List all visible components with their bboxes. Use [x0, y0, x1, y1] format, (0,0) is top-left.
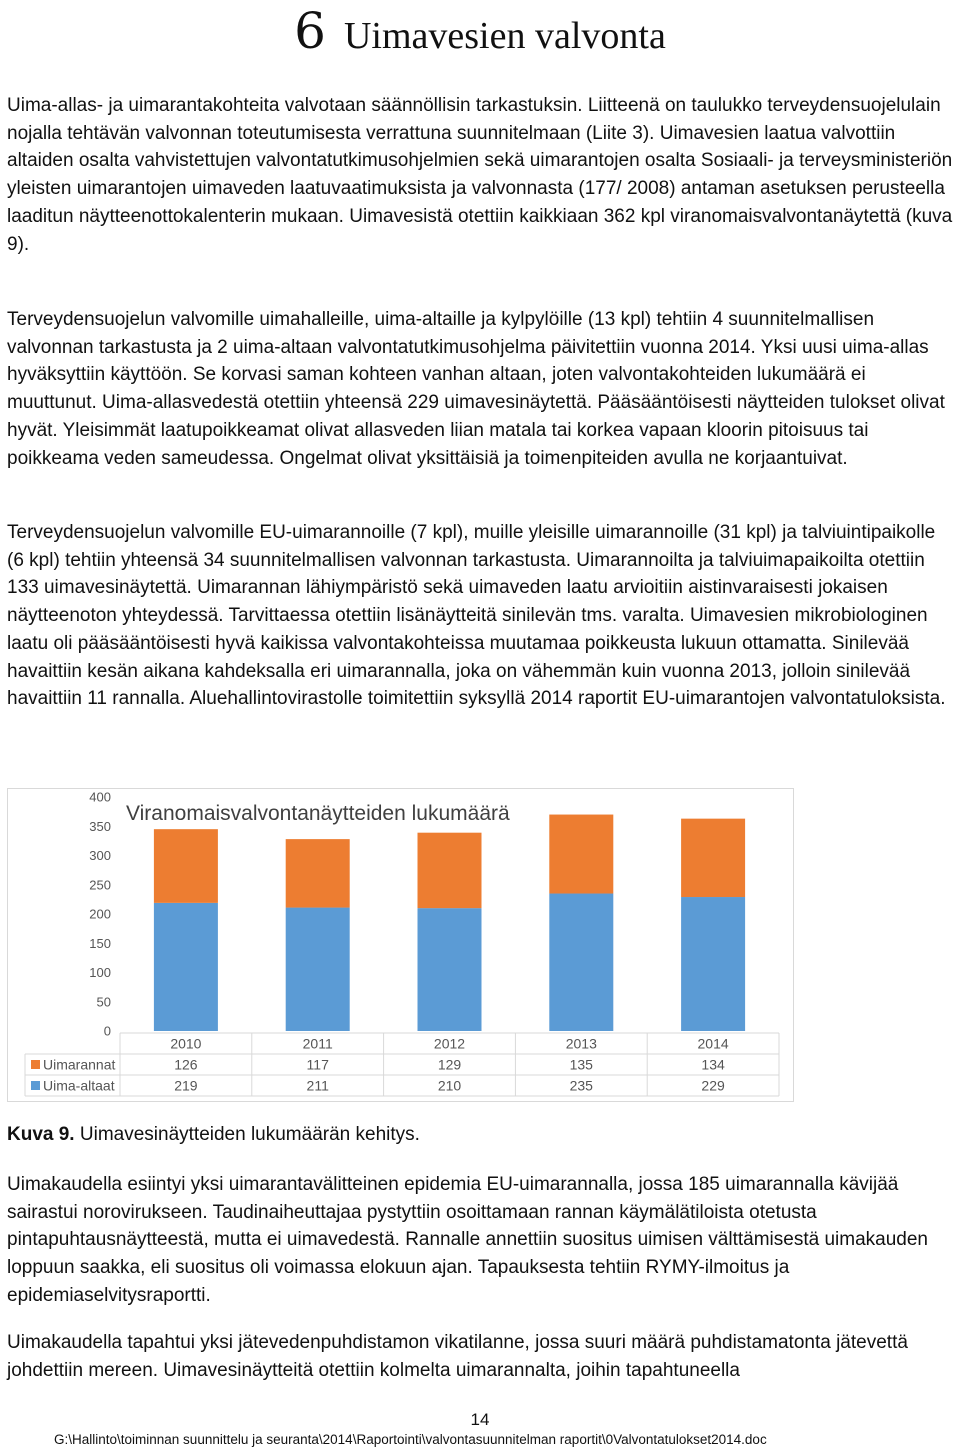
page-number: 14 [470, 1410, 490, 1429]
data-label-uima-altaat: 211 [306, 1077, 329, 1094]
data-label-uimarannat: 126 [174, 1056, 198, 1073]
footer-path: G:\Hallinto\toiminnan suunnittelu ja seuranta\2014\Raportointi\valvontasuunnitelman raportit\0Valvontatulokset2014.doc [54, 1432, 767, 1447]
y-tick-label: 50 [96, 994, 111, 1010]
data-label-uimarannat: 135 [569, 1056, 593, 1073]
figure-caption [7, 1124, 420, 1146]
y-tick-label: 350 [89, 818, 111, 834]
data-label-uima-altaat: 235 [569, 1077, 593, 1094]
section-heading [0, 2, 960, 60]
y-tick-label: 100 [89, 965, 111, 980]
y-tick-label: 0 [103, 1023, 111, 1039]
bar-uima-altaat [286, 908, 350, 1031]
bar-uima-altaat [418, 908, 482, 1031]
bar-uima-altaat [549, 894, 613, 1031]
paragraph-5: Uimakaudella tapahtui yksi jätevedenpuhdistamon vikatilanne, jossa suuri määrä puhdistamatonta jätevettä johdettiin mereen. Uimavesinäytteitä otettiin kolmelta uimarannalta, joihin tapahtuneella [7, 1332, 908, 1381]
data-label-uimarannat: 129 [437, 1056, 462, 1073]
category-label: 2012 [433, 1035, 466, 1052]
bar-uimarannat [549, 815, 613, 894]
data-label-uimarannat: 117 [306, 1056, 329, 1073]
caption-text: Uimavesinäytteiden lukumäärän kehitys. [74, 1124, 420, 1145]
legend-label-uima-altaat: Uima-altaat [43, 1077, 115, 1094]
legend-label-uimarannat: Uimarannat [43, 1056, 116, 1073]
paragraph-3: Terveydensuojelun valvomille EU-uimarannoille (7 kpl), muille yleisille uimarannoille (31 kpl) ja talviuintipaikolle (6 kpl) tehtiin yhteensä 34 suunnitelmallisen valvonnan tarkastusta. Uimarannoilta ja talviuimapaikoilta otettiin 133 uimavesinäytettä. Uimarannan lähiympäristö sekä uimaveden laatu arvioitiin aistinvaraisesti jokaisen näytteenoton yhteydessä. Tarvittaessa otettiin lisänäytteitä sinilevän tms. varalta. Uimavesien mikrobiologinen laatu oli pääsääntöisesti hyvä kaikissa valvontakohteissa muutamaa poikkeusta lukuun ottamatta. Sinilevää havaittiin kesän aikana kahdeksalla eri uimarannalla, joka on vähemmän kuin vuonna 2013, jolloin sinilevää havaittiin 11 rannalla. Aluehallintovirastolle toimitettiin syksyllä 2014 raportit EU-uimarantojen valvontatuloksista. [7, 522, 946, 710]
paragraph-1: Uima-allas- ja uimarantakohteita valvotaan säännöllisin tarkastuksin. Liitteenä on taulukko terveydensuojelulain nojalla tehtävän valvonnan toteutumisesta verrattuna suunnitelmaan (Liite 3). Uimavesien laatua valvottiin altaiden osalta vahvistettujen valvontatutkimusohjelmien sekä uimarantojen osalta Sosiaali- ja terveysministeriön yleisten uimarantojen uimaveden laatuvaatimuksista ja valvonnasta (177/ 2008) antaman asetuksen perusteella laaditun näytteenottokalenterin mukaan. Uimavesistä otettiin kaikkiaan 362 kpl viranomaisvalvontanäytettä (kuva 9). [7, 95, 953, 255]
category-label: 2014 [697, 1035, 729, 1052]
bar-uimarannat [154, 829, 218, 903]
legend-key-uima-altaat [31, 1081, 40, 1090]
y-tick-label: 200 [89, 906, 111, 922]
section-number: 6 [294, 2, 326, 60]
bar-uimarannat [418, 833, 482, 908]
chart-frame [8, 789, 794, 1102]
samples-chart [7, 788, 794, 1102]
data-label-uima-altaat: 219 [174, 1077, 198, 1094]
bar-uima-altaat [154, 903, 218, 1031]
chart-title: Viranomaisvalvontanäytteiden lukumäärä [126, 802, 510, 825]
bar-uimarannat [286, 839, 350, 907]
paragraph-2: Terveydensuojelun valvomille uimahalleille, uima-altaille ja kylpylöille (13 kpl) tehtiin 4 suunnitelmallisen valvonnan tarkastusta ja 2 uima-altaan valvontatutkimusohjelma päivitettiin vuonna 2014. Yksi uusi uima-allas hyväksyttiin käyttöön. Se korvasi saman kohteen vanhan altaan, joten valvontakohteiden lukumäärä ei muuttunut. Uima-allasvedestä otettiin yhteensä 229 uimavesinäytettä. Pääsääntöisesti näytteiden tulokset olivat hyvät. Yleisimmät laatupoikkeamat olivat allasveden liian matala tai korkea vapaan kloorin pitoisuus tai poikkeama veden sameudessa. Ongelmat olivat yksittäisiä ja toimenpiteiden avulla ne korjaantuivat. [7, 309, 945, 469]
y-tick-label: 150 [89, 935, 111, 951]
caption-label: Kuva 9. [7, 1124, 75, 1145]
category-label: 2013 [565, 1035, 597, 1052]
y-tick-label: 400 [89, 789, 111, 805]
category-label: 2011 [302, 1035, 333, 1052]
bar-uima-altaat [681, 897, 745, 1031]
bar-uimarannat [681, 819, 745, 897]
y-tick-label: 300 [89, 848, 111, 863]
category-label: 2010 [170, 1035, 202, 1052]
data-label-uima-altaat: 210 [437, 1077, 462, 1094]
paragraph-4: Uimakaudella esiintyi yksi uimarantavälitteinen epidemia EU-uimarannalla, jossa 185 uimarannalla kävijää sairastui norovirukseen. Taudinaiheuttajaa pystyttiin osoittamaan rannan käymälätiloista otetusta pintapuhtausnäytteestä, mutta ei uimavedestä. Rannalle annettiin suositus uimisen välttämisestä uimakauden loppuun saakka, eli suositus oli voimassa elokuun ajan. Tapauksesta tehtiin RYMY-ilmoitus ja epidemiaselvitysraportti. [7, 1174, 928, 1306]
legend-key-uimarannat [31, 1060, 40, 1069]
data-label-uimarannat: 134 [701, 1056, 725, 1073]
section-title: Uimavesien valvonta [343, 15, 666, 57]
data-label-uima-altaat: 229 [701, 1077, 725, 1094]
y-tick-label: 250 [89, 877, 111, 893]
